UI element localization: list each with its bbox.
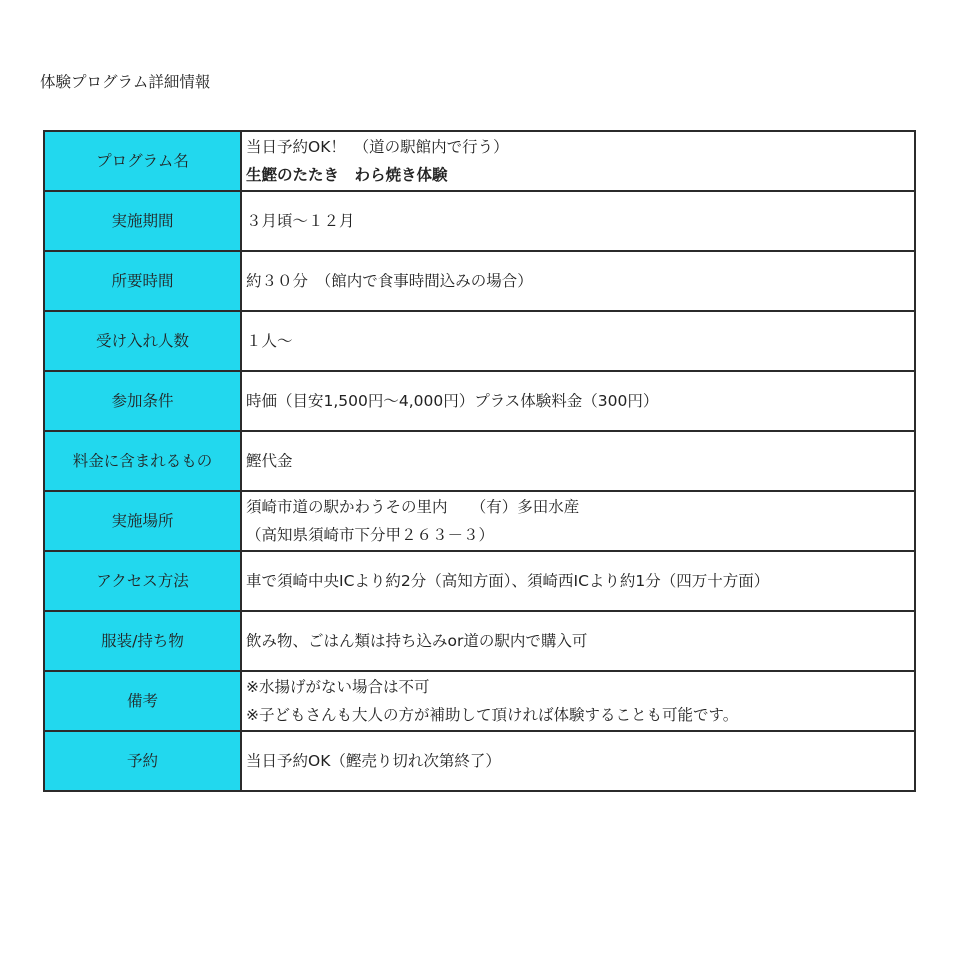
row-label: 実施期間	[44, 191, 241, 251]
table-row-belongings	[44, 611, 915, 671]
row-label: 予約	[44, 731, 241, 791]
row-label: 所要時間	[44, 251, 241, 311]
row-label: 服装/持ち物	[44, 611, 241, 671]
row-label: 参加条件	[44, 371, 241, 431]
table-row-program-name	[44, 131, 915, 191]
belongings-value: 飲み物、ごはん類は持ち込みor道の駅内で購入可	[246, 632, 588, 650]
location-name: 須崎市道の駅かわうその里内 （有）多田水産	[246, 498, 580, 516]
reservation-value: 当日予約OK（鰹売り切れ次第終了）	[246, 752, 501, 770]
row-label: 受け入れ人数	[44, 311, 241, 371]
note-line: ※子どもさんも大人の方が補助して頂ければ体験することも可能です。	[246, 706, 739, 724]
table-row-location	[44, 491, 915, 551]
row-value	[241, 491, 915, 551]
row-value	[241, 371, 915, 431]
table-row-duration	[44, 251, 915, 311]
row-label: 実施場所	[44, 491, 241, 551]
row-value	[241, 731, 915, 791]
table-row-capacity	[44, 311, 915, 371]
row-value	[241, 431, 915, 491]
included-value: 鰹代金	[246, 452, 293, 470]
location-address: （高知県須崎市下分甲２６３－３）	[246, 526, 495, 544]
row-value	[241, 311, 915, 371]
program-name: 生鰹のたたき わら焼き体験	[246, 166, 448, 184]
row-label: 料金に含まれるもの	[44, 431, 241, 491]
row-value	[241, 551, 915, 611]
table-row-period	[44, 191, 915, 251]
page-title: 体験プログラム詳細情報	[40, 73, 211, 91]
row-value	[241, 251, 915, 311]
table-row-conditions	[44, 371, 915, 431]
capacity-value: １人～	[246, 332, 293, 350]
period-value: ３月頃～１２月	[246, 212, 355, 230]
access-value: 車で須崎中央ICより約2分（高知方面）、須崎西ICより約1分（四万十方面）	[246, 572, 770, 590]
row-label: アクセス方法	[44, 551, 241, 611]
program-note: 当日予約OK！ （道の駅館内で行う）	[246, 138, 509, 156]
table-row-access	[44, 551, 915, 611]
duration-value: 約３０分 （館内で食事時間込みの場合）	[246, 272, 533, 290]
row-label: 備考	[44, 671, 241, 731]
row-value	[241, 191, 915, 251]
note-line: ※水揚げがない場合は不可	[246, 678, 430, 696]
row-value	[241, 611, 915, 671]
table-row-notes	[44, 671, 915, 731]
table-row-included	[44, 431, 915, 491]
row-value	[241, 671, 915, 731]
row-label: プログラム名	[44, 131, 241, 191]
row-value	[241, 131, 915, 191]
program-info-table	[43, 130, 916, 792]
conditions-value: 時価（目安1,500円～4,000円）プラス体験料金（300円）	[246, 392, 659, 410]
table-row-reservation	[44, 731, 915, 791]
